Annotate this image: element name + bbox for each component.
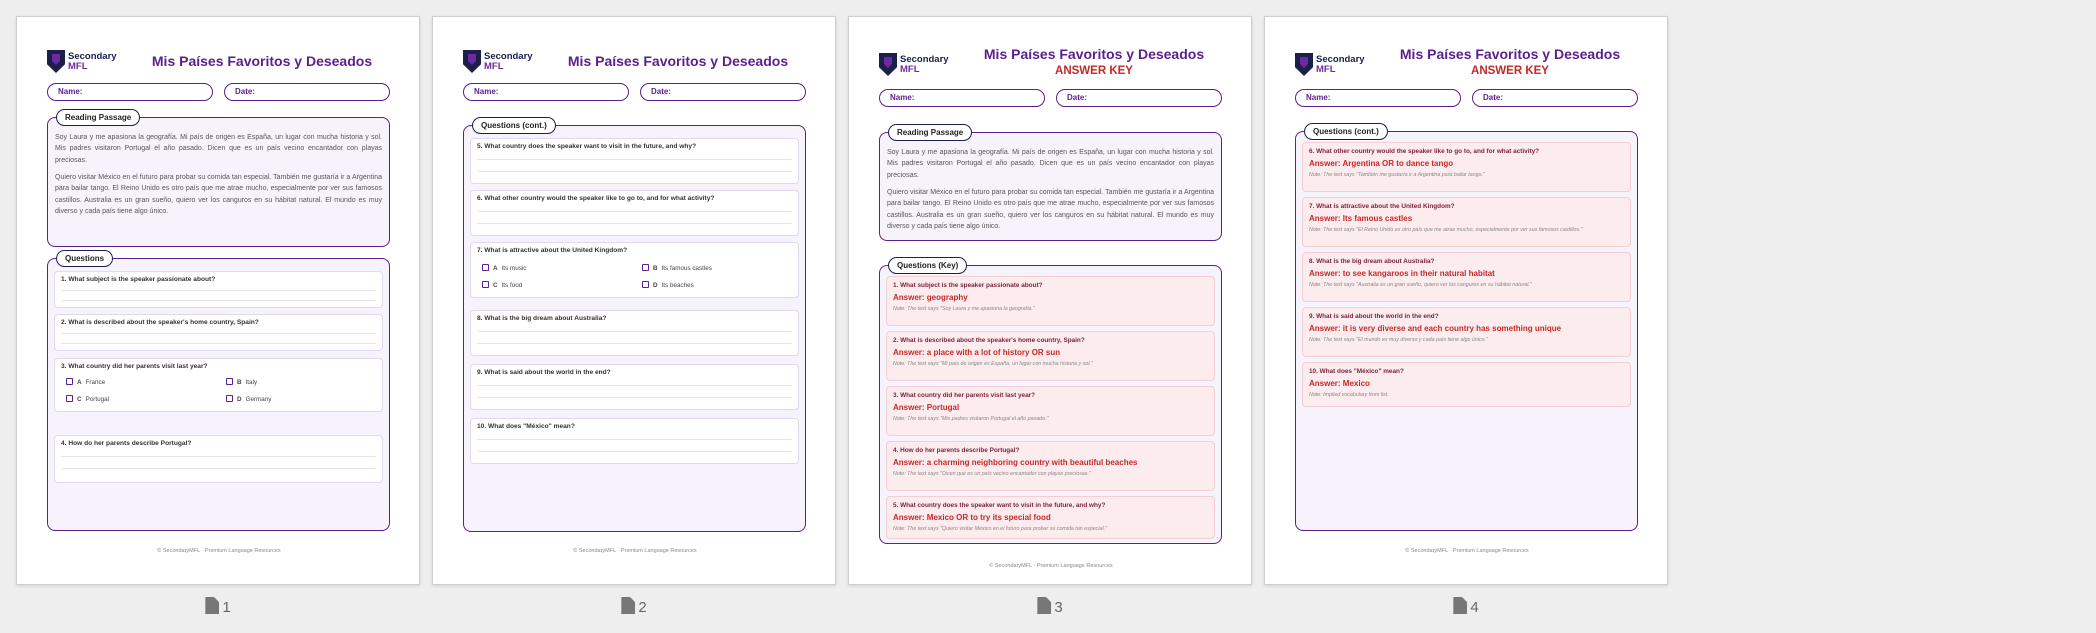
question-text: 4. How do her parents describe Portugal?	[893, 447, 1020, 454]
question-text: 8. What is the big dream about Australia?	[477, 315, 607, 322]
answer-text: Answer: to see kangaroos in their natural habitat	[1309, 269, 1495, 278]
logo: Secondary MFL	[47, 50, 109, 74]
checkbox[interactable]	[482, 264, 489, 271]
answer-line[interactable]	[477, 343, 792, 344]
answer-note: Note: Implied vocabulary from list.	[1309, 392, 1389, 398]
passage-paragraph-2: Quiero visitar México en el futuro para probar su comida tan especial. También me gustaría ir a Argentina para bailar tango. El Reino Unido es otro país que me atrae mucho, especialmente por ver sus famosos castillos. Australia es un gran sueño, quiero ver los canguros en su hábitat natural. El mundo es muy diverso y cada país tiene algo único.	[887, 188, 1214, 230]
name-field[interactable]: Name:	[1295, 89, 1461, 107]
question-text: 7. What is attractive about the United Kingdom?	[1309, 203, 1455, 210]
answer-text: Answer: Mexico	[1309, 379, 1370, 388]
answer-card	[1302, 197, 1631, 247]
date-field[interactable]: Date:	[640, 83, 806, 101]
questions-box	[463, 121, 806, 532]
section-label: Reading Passage	[56, 109, 140, 126]
question-text: 1. What subject is the speaker passionate about?	[61, 276, 216, 283]
question-card	[470, 190, 799, 236]
page-icon	[1037, 597, 1051, 614]
page-icon	[1453, 597, 1467, 614]
question-card	[470, 418, 799, 464]
name-field[interactable]: Name:	[879, 89, 1045, 107]
answer-card	[886, 386, 1215, 436]
passage-paragraph-1: Soy Laura y me apasiona la geografía. Mi país de origen es España, un lugar con mucha historia y sol. Mis padres visitaron Portugal el año pasado. Dicen que es un país vecino encantador con playas preciosas.	[887, 149, 1214, 179]
question-text: 10. What does "México" mean?	[1309, 368, 1404, 375]
question-text: 2. What is described about the speaker's home country, Spain?	[61, 319, 259, 326]
answer-text: Answer: a charming neighboring country with beautiful beaches	[893, 458, 1138, 467]
answer-line[interactable]	[61, 456, 376, 457]
question-text: 1. What subject is the speaker passionate about?	[893, 282, 1043, 289]
section-label: Questions (Key)	[888, 257, 967, 274]
answer-key-box	[879, 261, 1222, 544]
logo: Secondary MFL	[1295, 53, 1357, 77]
option[interactable]: A Its music	[482, 264, 526, 272]
option[interactable]: C Portugal	[66, 395, 109, 403]
option[interactable]: D Its beaches	[642, 281, 694, 289]
answer-line[interactable]	[477, 439, 792, 440]
answer-line[interactable]	[61, 300, 376, 301]
question-text: 6. What other country would the speaker like to go to, and for what activity?	[477, 195, 715, 202]
option[interactable]: B Italy	[226, 378, 257, 386]
passage-paragraph-2: Quiero visitar México en el futuro para probar su comida tan especial. También me gustaría ir a Argentina para bailar tango. El Reino Unido es otro país que me atrae mucho, especialmente por ver sus famosos castillos. Australia es un gran sueño, quiero ver los canguros en su hábitat natural. El mundo es muy diverso y cada país tiene algo único.	[55, 173, 382, 215]
answer-key-label: ANSWER KEY	[1471, 65, 1549, 77]
shield-icon	[1295, 53, 1313, 76]
name-field[interactable]: Name:	[463, 83, 629, 101]
answer-card	[1302, 142, 1631, 192]
answer-line[interactable]	[477, 223, 792, 224]
date-field[interactable]: Date:	[1056, 89, 1222, 107]
name-field[interactable]: Name:	[47, 83, 213, 101]
section-label: Reading Passage	[888, 124, 972, 141]
footer: © SecondaryMFL · Premium Language Resources	[573, 548, 697, 554]
question-text: 3. What country did her parents visit last year?	[893, 392, 1036, 399]
shield-icon	[879, 53, 897, 76]
answer-line[interactable]	[477, 385, 792, 386]
page-number-4[interactable]: 4	[1264, 597, 1668, 616]
checkbox[interactable]	[66, 395, 73, 402]
answer-line[interactable]	[477, 211, 792, 212]
answer-text: Answer: Mexico OR to try its special food	[893, 513, 1051, 522]
question-text: 3. What country did her parents visit last year?	[61, 363, 208, 370]
answer-text: Answer: Portugal	[893, 403, 960, 412]
answer-text: Answer: Its famous castles	[1309, 214, 1413, 223]
question-text: 5. What country does the speaker want to visit in the future, and why?	[477, 143, 697, 150]
answer-key-page-4	[1264, 16, 1668, 585]
answer-card	[1302, 362, 1631, 407]
checkbox[interactable]	[482, 281, 489, 288]
page-icon	[205, 597, 219, 614]
answer-text: Answer: geography	[893, 293, 968, 302]
answer-note: Note: The text says "Dicen que es un país vecino encantador con playas preciosas."	[893, 471, 1091, 477]
answer-card	[1302, 307, 1631, 357]
answer-key-label: ANSWER KEY	[1055, 65, 1133, 77]
worksheet-title: Mis Países Favoritos y Deseados	[1399, 46, 1621, 62]
answer-line[interactable]	[477, 397, 792, 398]
answer-line[interactable]	[61, 290, 376, 291]
question-card	[54, 271, 383, 308]
date-field[interactable]: Date:	[224, 83, 390, 101]
answer-card	[1302, 252, 1631, 302]
worksheet-title: Mis Países Favoritos y Deseados	[151, 53, 373, 69]
checkbox[interactable]	[66, 378, 73, 385]
checkbox[interactable]	[642, 264, 649, 271]
answer-card	[886, 496, 1215, 539]
page-number-2[interactable]: 2	[432, 597, 836, 616]
question-text: 5. What country does the speaker want to visit in the future, and why?	[893, 502, 1106, 509]
question-card	[54, 435, 383, 483]
question-text: 4. How do her parents describe Portugal?	[61, 440, 192, 447]
answer-note: Note: The text says "Mis padres visitaron Portugal el año pasado."	[893, 416, 1049, 422]
checkbox[interactable]	[642, 281, 649, 288]
answer-line[interactable]	[61, 333, 376, 334]
page-number-1[interactable]: 1	[16, 597, 420, 616]
answer-line[interactable]	[477, 171, 792, 172]
question-card	[54, 358, 383, 412]
question-text: 8. What is the big dream about Australia?	[1309, 258, 1435, 265]
answer-line[interactable]	[477, 159, 792, 160]
answer-line[interactable]	[477, 331, 792, 332]
worksheet-page-2	[432, 16, 836, 585]
answer-line[interactable]	[61, 468, 376, 469]
question-card	[470, 364, 799, 410]
reading-passage	[887, 147, 1214, 238]
answer-card	[886, 331, 1215, 381]
answer-text: Answer: Argentina OR to dance tango	[1309, 159, 1454, 168]
section-label: Questions (cont.)	[472, 117, 556, 134]
answer-note: Note: The text says "Quiero visitar México en el futuro para probar su comida tan especial."	[893, 526, 1107, 532]
answer-note: Note: The text says "El Reino Unido es otro país que me atrae mucho, especialmente por ver sus famosos castillos."	[1309, 227, 1583, 233]
footer: © SecondaryMFL · Premium Language Resources	[157, 548, 281, 554]
section-label: Questions	[56, 250, 113, 267]
page-icon	[621, 597, 635, 614]
worksheet-page-1	[16, 16, 420, 585]
date-field[interactable]: Date:	[1472, 89, 1638, 107]
shield-icon	[463, 50, 481, 73]
answer-line[interactable]	[477, 451, 792, 452]
answer-card	[886, 441, 1215, 491]
answer-note: Note: The text says "Australia es un gran sueño, quiero ver los canguros en su hábitat natural."	[1309, 282, 1532, 288]
answer-key-page-3	[848, 16, 1252, 585]
logo: Secondary MFL	[879, 53, 941, 77]
answer-note: Note: The text says "Mi país de origen es España, un lugar con mucha historia y sol."	[893, 361, 1093, 367]
question-card	[470, 138, 799, 184]
answer-note: Note: The text says "También me gustaría ir a Argentina para bailar tango."	[1309, 172, 1485, 178]
option[interactable]: C Its food	[482, 281, 522, 289]
question-text: 9. What is said about the world in the end?	[1309, 313, 1439, 320]
footer: © SecondaryMFL · Premium Language Resources	[1405, 548, 1529, 554]
page-number-3[interactable]: 3	[848, 597, 1252, 616]
answer-note: Note: The text says "Soy Laura y me apasiona la geografía."	[893, 306, 1035, 312]
question-card	[470, 242, 799, 298]
answer-key-box	[1295, 127, 1638, 531]
logo: Secondary MFL	[463, 50, 525, 74]
section-label: Questions (cont.)	[1304, 123, 1388, 140]
question-text: 10. What does "México" mean?	[477, 423, 575, 430]
reading-passage	[55, 132, 382, 223]
option[interactable]: B Its famous castles	[642, 264, 712, 272]
reading-passage-box	[879, 128, 1222, 241]
worksheet-title: Mis Países Favoritos y Deseados	[983, 46, 1205, 62]
question-card	[470, 310, 799, 356]
answer-text: Answer: a place with a lot of history OR sun	[893, 348, 1061, 357]
question-card	[54, 314, 383, 351]
question-text: 9. What is said about the world in the end?	[477, 369, 611, 376]
answer-note: Note: The text says "El mundo es muy diverso y cada país tiene algo único."	[1309, 337, 1488, 343]
checkbox[interactable]	[226, 378, 233, 385]
footer: © SecondaryMFL · Premium Language Resources	[989, 563, 1113, 569]
checkbox[interactable]	[226, 395, 233, 402]
option[interactable]: A France	[66, 378, 105, 386]
question-text: 2. What is described about the speaker's home country, Spain?	[893, 337, 1085, 344]
shield-icon	[47, 50, 65, 73]
reading-passage-box	[47, 113, 390, 247]
answer-text: Answer: it is very diverse and each country has something unique	[1309, 324, 1562, 333]
passage-paragraph-1: Soy Laura y me apasiona la geografía. Mi país de origen es España, un lugar con mucha historia y sol. Mis padres visitaron Portugal el año pasado. Dicen que es un país vecino encantador con playas preciosas.	[55, 134, 382, 164]
questions-box	[47, 254, 390, 531]
question-text: 7. What is attractive about the United Kingdom?	[477, 247, 628, 254]
answer-line[interactable]	[61, 343, 376, 344]
question-text: 6. What other country would the speaker like to go to, and for what activity?	[1309, 148, 1540, 155]
worksheet-title: Mis Países Favoritos y Deseados	[567, 53, 789, 69]
answer-card	[886, 276, 1215, 326]
option[interactable]: D Germany	[226, 395, 271, 403]
